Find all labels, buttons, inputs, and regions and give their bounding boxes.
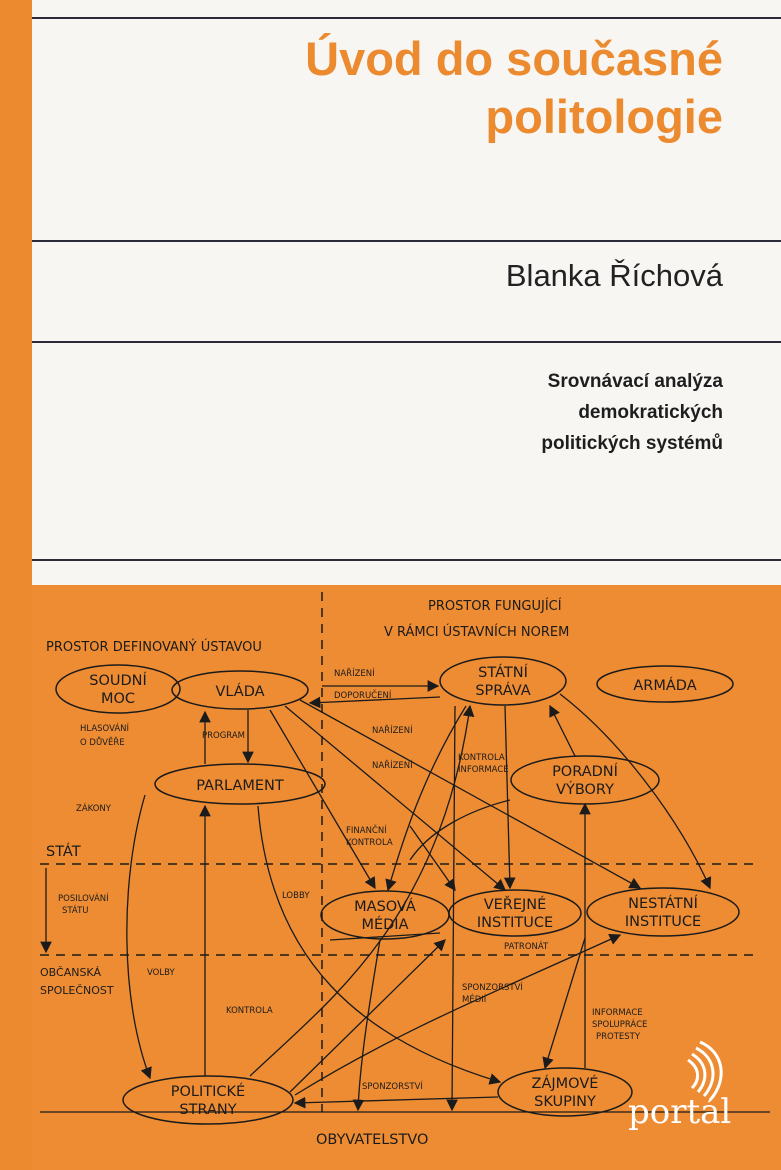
label-functioning-2: V RÁMCI ÚSTAVNÍCH NOREM: [384, 625, 570, 640]
note-informace: INFORMACE: [592, 1008, 643, 1018]
note-financni: KONTROLA: [346, 838, 393, 848]
note-sponzorstvi: MÉDIÍ: [462, 995, 487, 1005]
note-informace: INFORMACE: [458, 765, 509, 775]
note-spoluprace: SPOLUPRÁCE: [592, 1020, 648, 1030]
label-functioning-1: PROSTOR FUNGUJÍCÍ: [428, 599, 562, 614]
arrow-sprava-to-verejne: [505, 706, 510, 888]
label-constitution: PROSTOR DEFINOVANÝ ÚSTAVOU: [46, 640, 262, 655]
arrow-zajmove-to-strany: [295, 1097, 498, 1103]
note-protesty: PROTESTY: [596, 1032, 641, 1042]
arrow-vybory-to-sprava: [550, 706, 575, 756]
note-kontrola: KONTROLA: [458, 753, 505, 763]
arrow-parlament-to-strany: [127, 795, 150, 1078]
publisher-name: portál: [628, 1092, 732, 1132]
label-civil-2: SPOLEČNOST: [40, 984, 114, 997]
title-line: Úvod do současné: [305, 32, 723, 85]
note-narizeni: NAŘÍZENÍ: [334, 669, 375, 679]
note-narizeni: NAŘÍZENÍ: [372, 761, 413, 771]
arrow-media-to-zajmove: [545, 938, 585, 1068]
note-zakony: ZÁKONY: [76, 804, 111, 814]
node-label: NESTÁTNÍ: [628, 896, 698, 912]
note-narizeni: NAŘÍZENÍ: [372, 726, 413, 736]
author-name: Blanka Říchová: [505, 258, 723, 293]
arrow-sprava-to-population: [452, 706, 455, 1110]
note-sponzorstvi: SPONZORSTVÍ: [362, 1082, 423, 1092]
node-label: STÁTNÍ: [478, 665, 528, 681]
node-label: INSTITUCE: [624, 914, 702, 930]
node-label: VÝBORY: [556, 782, 614, 798]
note-posilovani: POSILOVÁNÍ: [58, 894, 109, 904]
node-label: PORADNÍ: [552, 764, 618, 780]
node-label: VLÁDA: [215, 684, 265, 700]
note-lobby: LOBBY: [282, 891, 310, 901]
subtitle-line: demokratických: [578, 402, 723, 423]
note-sponzorstvi: SPONZORSTVÍ: [462, 983, 523, 993]
note-volby: VOLBY: [147, 968, 175, 978]
label-civil-1: OBČANSKÁ: [40, 966, 101, 979]
node-label: ZÁJMOVÉ: [531, 1076, 599, 1092]
title-line: politologie: [485, 90, 723, 143]
node-label: INSTITUCE: [476, 915, 554, 931]
node-label: MASOVÁ: [354, 899, 416, 915]
node-label: SOUDNÍ: [89, 673, 147, 689]
note-doporuceni: DOPORUČENÍ: [334, 691, 392, 701]
label-state: STÁT: [46, 844, 81, 860]
subtitle-line: Srovnávací analýza: [547, 371, 723, 392]
node-label: PARLAMENT: [196, 778, 284, 794]
note-financni: FINANČNÍ: [346, 826, 387, 836]
note-kontrola: KONTROLA: [226, 1006, 273, 1016]
note-hlasovani: O DŮVĚŘE: [80, 738, 125, 748]
note-program: PROGRAM: [202, 731, 246, 741]
node-label: MOC: [100, 691, 136, 707]
note-posilovani: STÁTU: [62, 906, 89, 916]
note-hlasovani: HLASOVÁNÍ: [80, 724, 130, 734]
arrow-sprava-vybory-link: [410, 800, 510, 860]
node-label: STRANY: [179, 1102, 237, 1118]
node-label: POLITICKÉ: [170, 1084, 246, 1100]
note-patronat: PATRONÁT: [504, 942, 549, 952]
node-label: ARMÁDA: [633, 678, 697, 694]
node-label: SPRÁVA: [475, 683, 531, 699]
subtitle-line: politických systémů: [541, 433, 723, 454]
node-label: SKUPINY: [534, 1094, 596, 1110]
node-label: MÉDIA: [361, 917, 409, 933]
node-label: VEŘEJNÉ: [483, 897, 547, 913]
arrow-strany-to-nestatni: [295, 935, 620, 1095]
label-population: OBYVATELSTVO: [316, 1132, 429, 1148]
